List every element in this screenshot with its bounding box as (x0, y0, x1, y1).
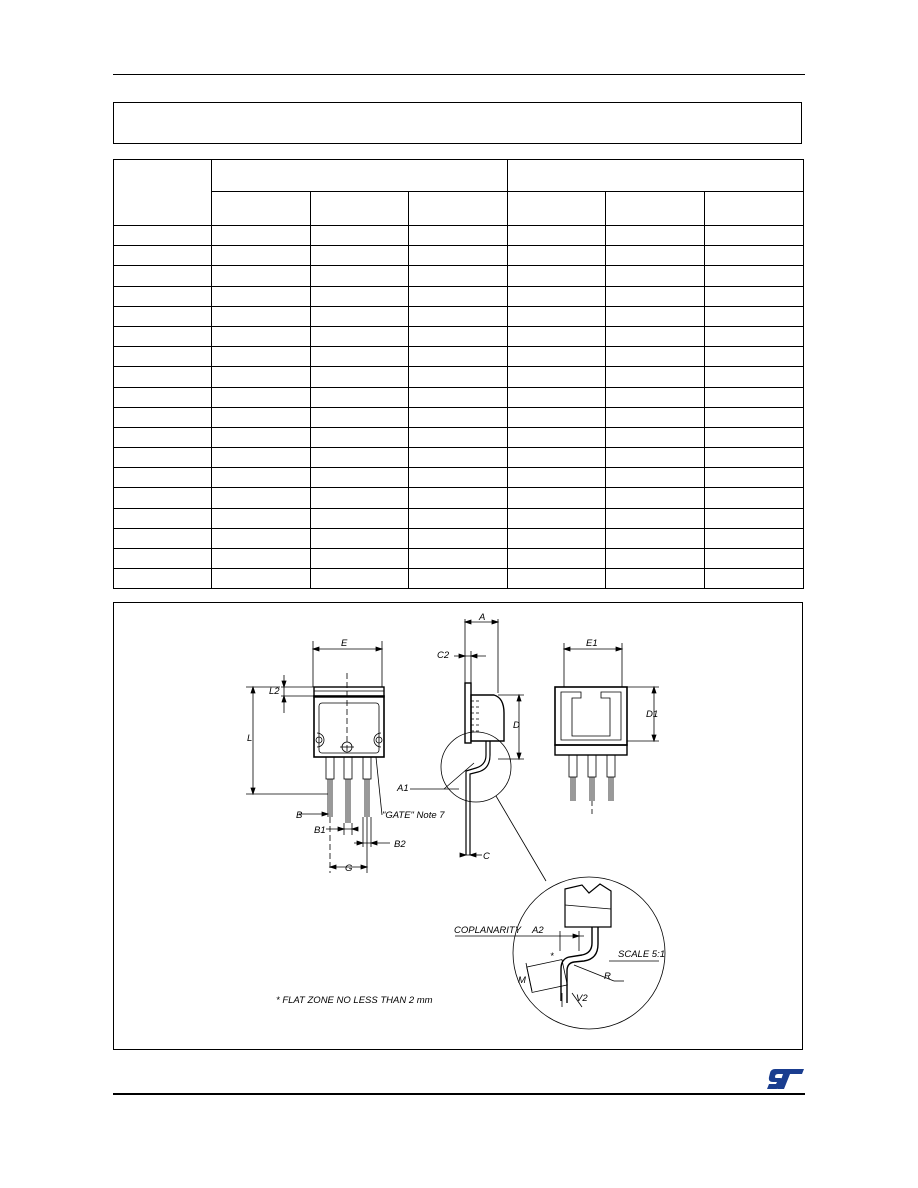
table-cell (705, 367, 804, 387)
subheader-cell (705, 192, 804, 226)
subheader-cell (311, 192, 409, 226)
table-cell (409, 569, 508, 589)
table-cell (409, 367, 508, 387)
table-cell (212, 448, 311, 468)
dim-label-b2: B2 (394, 839, 406, 850)
table-cell (311, 367, 409, 387)
table-cell (409, 528, 508, 548)
table-cell (409, 448, 508, 468)
inch-group-header (508, 160, 804, 192)
table-cell (606, 508, 705, 528)
table-cell (705, 488, 804, 508)
detail-star-label: * (550, 951, 554, 962)
table-cell (508, 508, 606, 528)
table-cell (508, 488, 606, 508)
table-cell (705, 468, 804, 488)
table-cell (114, 347, 212, 367)
table-cell (705, 427, 804, 447)
header-rule (113, 74, 805, 75)
table-cell (311, 246, 409, 266)
table-row (114, 246, 804, 266)
table-cell (114, 387, 212, 407)
table-cell (705, 226, 804, 246)
table-cell (705, 448, 804, 468)
table-cell (508, 569, 606, 589)
table-cell (212, 407, 311, 427)
table-cell (212, 549, 311, 569)
rear-view (555, 638, 659, 815)
table-cell (409, 306, 508, 326)
table-cell (409, 347, 508, 367)
table-cell (606, 528, 705, 548)
table-cell (409, 488, 508, 508)
table-cell (114, 468, 212, 488)
table-cell (508, 266, 606, 286)
st-logo-icon (766, 1068, 806, 1090)
table-row (114, 387, 804, 407)
dim-label-e1: E1 (586, 638, 598, 649)
dim-label-b1: B1 (314, 825, 326, 836)
detail-view (454, 877, 665, 1029)
side-view (396, 612, 546, 881)
table-row (114, 569, 804, 589)
dimensions-table (113, 159, 804, 589)
table-cell (114, 427, 212, 447)
table-row (114, 226, 804, 246)
table-cell (606, 226, 705, 246)
table-row (114, 407, 804, 427)
table-cell (114, 306, 212, 326)
table-cell (606, 347, 705, 367)
footer-rule (113, 1093, 805, 1095)
subheader-cell (409, 192, 508, 226)
table-cell (409, 286, 508, 306)
table-cell (508, 549, 606, 569)
table-cell (114, 367, 212, 387)
table-title-box (113, 102, 802, 144)
subheader-cell (508, 192, 606, 226)
table-cell (705, 246, 804, 266)
table-cell (212, 488, 311, 508)
table-cell (705, 549, 804, 569)
dim-label-m: M (518, 975, 526, 986)
table-cell (212, 286, 311, 306)
table-cell (705, 569, 804, 589)
table-cell (311, 468, 409, 488)
table-cell (508, 347, 606, 367)
table-row (114, 468, 804, 488)
table-cell (409, 326, 508, 346)
dim-header-cell (114, 160, 212, 226)
table-cell (705, 347, 804, 367)
subheader-cell (212, 192, 311, 226)
dim-label-c: C (483, 851, 490, 862)
table-cell (705, 266, 804, 286)
table-cell (311, 407, 409, 427)
table-cell (606, 468, 705, 488)
table-cell (606, 306, 705, 326)
table-cell (705, 387, 804, 407)
table-cell (212, 266, 311, 286)
table-cell (212, 468, 311, 488)
table-cell (311, 387, 409, 407)
table-cell (508, 326, 606, 346)
table-row (114, 266, 804, 286)
table-cell (114, 226, 212, 246)
table-cell (311, 488, 409, 508)
table-cell (508, 387, 606, 407)
table-cell (508, 306, 606, 326)
table-cell (508, 246, 606, 266)
table-row (114, 306, 804, 326)
table-cell (409, 246, 508, 266)
table-cell (212, 246, 311, 266)
table-cell (114, 488, 212, 508)
dim-label-b: B (296, 810, 303, 821)
table-cell (212, 367, 311, 387)
table-cell (212, 528, 311, 548)
table-cell (508, 448, 606, 468)
table-cell (606, 266, 705, 286)
dim-label-g: G (345, 863, 353, 874)
table-row (114, 549, 804, 569)
table-cell (606, 286, 705, 306)
table-cell (212, 427, 311, 447)
table-row (114, 448, 804, 468)
table-header-row (114, 160, 804, 192)
table-cell (212, 306, 311, 326)
table-row (114, 427, 804, 447)
table-cell (114, 569, 212, 589)
dim-label-d: D (513, 720, 520, 731)
table-cell (606, 326, 705, 346)
table-row (114, 508, 804, 528)
table-cell (705, 508, 804, 528)
table-cell (311, 528, 409, 548)
table-cell (311, 266, 409, 286)
table-subheader-row (114, 192, 804, 226)
table-cell (311, 508, 409, 528)
table-cell (212, 347, 311, 367)
table-cell (409, 508, 508, 528)
table-cell (705, 286, 804, 306)
table-cell (606, 549, 705, 569)
table-cell (114, 326, 212, 346)
table-cell (212, 508, 311, 528)
table-cell (212, 326, 311, 346)
table-cell (409, 266, 508, 286)
table-cell (508, 367, 606, 387)
dim-label-a2: A2 (532, 925, 544, 936)
table-cell (606, 448, 705, 468)
table-cell (508, 407, 606, 427)
table-cell (606, 407, 705, 427)
table-cell (409, 226, 508, 246)
table-row (114, 367, 804, 387)
table-cell (409, 468, 508, 488)
table-cell (114, 508, 212, 528)
table-body (114, 226, 804, 589)
table-cell (508, 468, 606, 488)
dim-label-a1: A1 (397, 783, 409, 794)
table-cell (606, 387, 705, 407)
table-cell (212, 569, 311, 589)
table-cell (212, 387, 311, 407)
table-cell (606, 427, 705, 447)
dim-label-l: L (247, 733, 253, 744)
table-cell (705, 326, 804, 346)
table-row (114, 528, 804, 548)
table-cell (114, 286, 212, 306)
table-cell (311, 569, 409, 589)
subheader-cell (606, 192, 705, 226)
flat-zone-note: * FLAT ZONE NO LESS THAN 2 mm (276, 995, 433, 1006)
gate-note-label: "GATE" Note 7 (382, 810, 445, 821)
table-cell (508, 528, 606, 548)
table-cell (311, 306, 409, 326)
table-cell (705, 306, 804, 326)
table-row (114, 286, 804, 306)
dim-label-c2: C2 (437, 650, 450, 661)
table-cell (311, 226, 409, 246)
table-cell (212, 226, 311, 246)
dim-label-v2: V2 (576, 993, 588, 1004)
dim-label-e: E (341, 638, 348, 649)
table-cell (508, 427, 606, 447)
dim-label-d1: D1 (646, 709, 659, 720)
table-row (114, 488, 804, 508)
table-cell (114, 549, 212, 569)
table-cell (606, 488, 705, 508)
front-view (246, 638, 445, 874)
table-cell (409, 387, 508, 407)
mm-group-header (212, 160, 508, 192)
table-cell (606, 246, 705, 266)
table-cell (409, 549, 508, 569)
table-cell (705, 407, 804, 427)
table-cell (114, 246, 212, 266)
table-cell (311, 326, 409, 346)
table-cell (606, 367, 705, 387)
table-cell (705, 528, 804, 548)
dim-label-a: A (479, 612, 486, 623)
table-cell (508, 286, 606, 306)
table-cell (311, 286, 409, 306)
table-row (114, 326, 804, 346)
table-cell (114, 528, 212, 548)
dim-label-l2: L2 (269, 686, 280, 697)
table-cell (114, 407, 212, 427)
table-cell (311, 549, 409, 569)
table-cell (114, 266, 212, 286)
scale-label: SCALE 5:1 (618, 949, 665, 960)
table-cell (606, 569, 705, 589)
table-cell (409, 407, 508, 427)
table-cell (508, 226, 606, 246)
package-drawing-box (113, 602, 803, 1050)
table-cell (311, 448, 409, 468)
package-drawing (114, 603, 804, 1051)
coplanarity-label: COPLANARITY (454, 925, 522, 936)
table-row (114, 347, 804, 367)
table-cell (311, 427, 409, 447)
dim-label-r: R (604, 971, 611, 982)
table-cell (114, 448, 212, 468)
table-cell (311, 347, 409, 367)
table-cell (409, 427, 508, 447)
